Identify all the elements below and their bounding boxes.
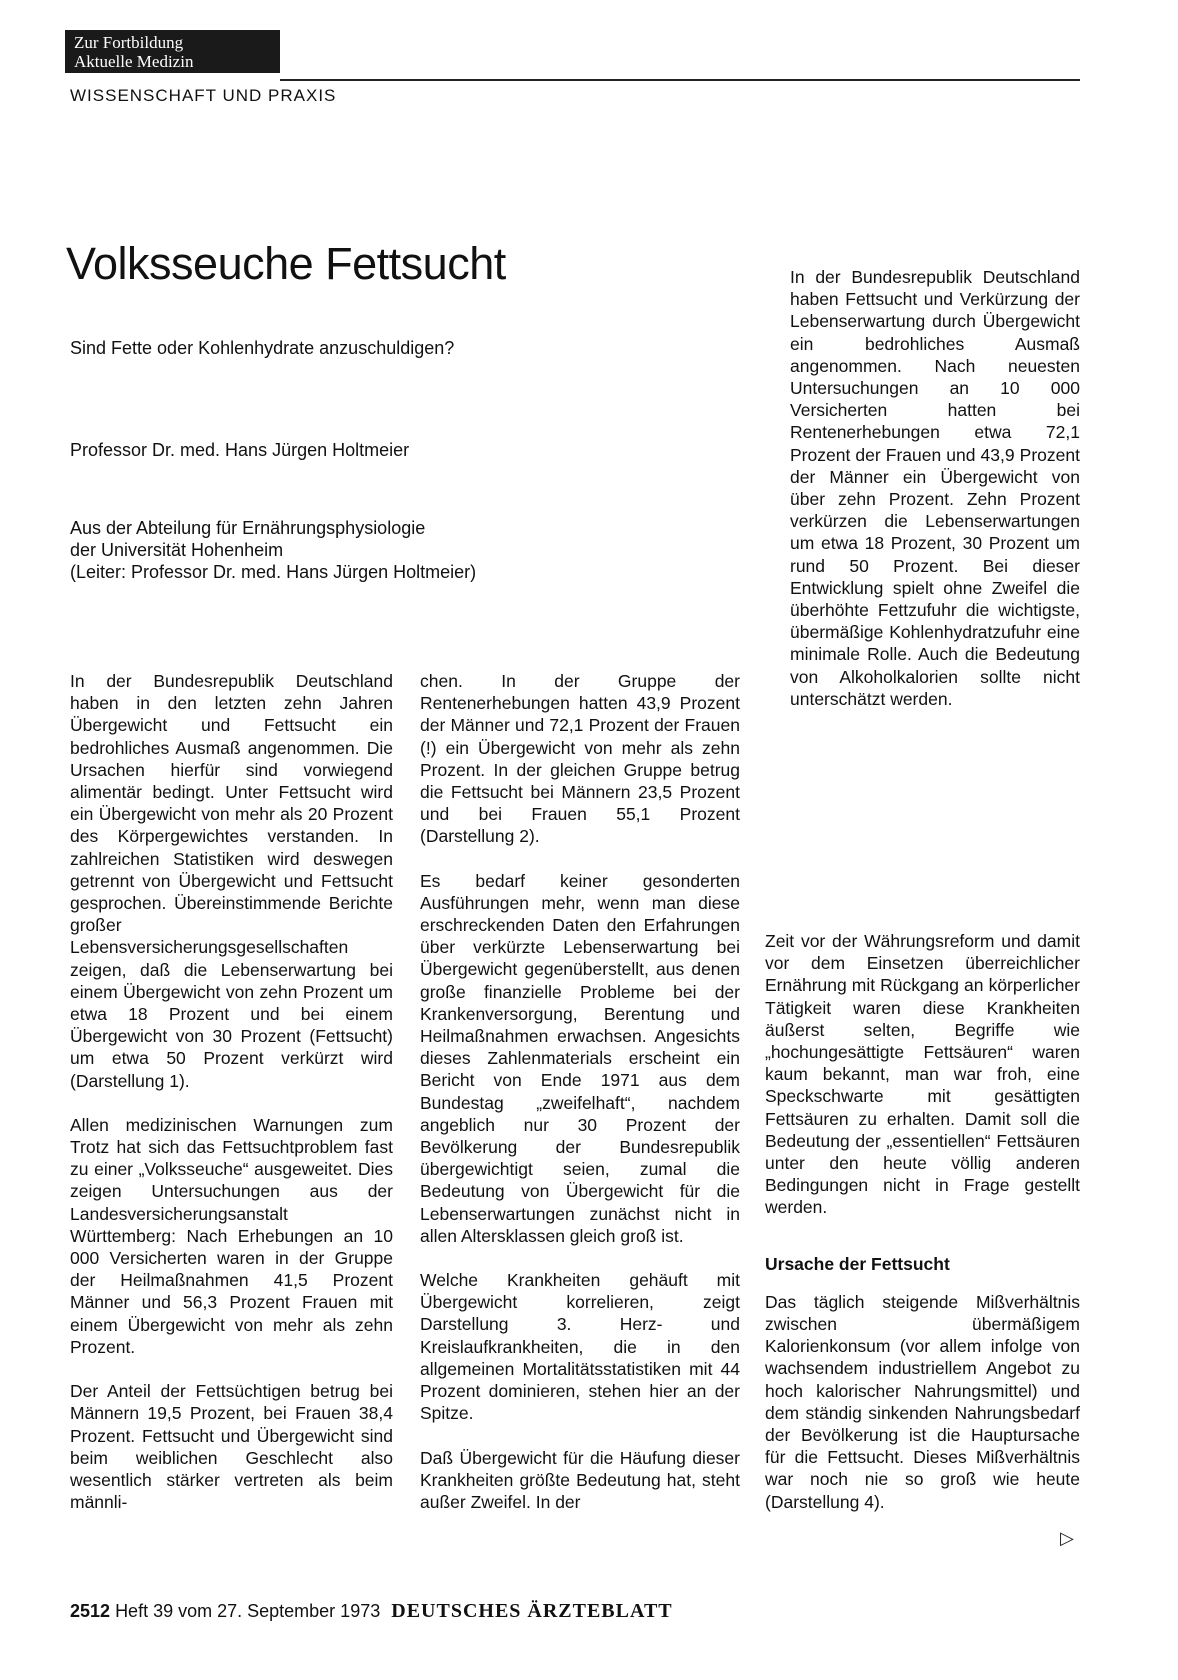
article-author: Professor Dr. med. Hans Jürgen Holtmeier — [70, 440, 410, 460]
body-paragraph: In der Bundesrepublik Deutschland haben in den letzten zehn Jahren Übergewicht und Fettsucht ein bedrohliches Ausmaß angenommen. Die Ursachen hierfür sind vorwiegend alimentär bedingt. Unter Fettsucht wird ein Übergewicht von mehr als 20 Prozent des Körpergewichtes verstanden. In zahlreichen Statistiken wird deswegen getrennt von Übergewicht und Fettsucht gesprochen. Übereinstimmende Berichte großer Lebensversicherungsgesellschaften zeigen, daß die Lebenserwartung bei einem Übergewicht von zehn Prozent um etwa 18 Prozent und bei einem Übergewicht von 30 Prozent (Fettsucht) um etwa 50 Prozent verkürzt wird (Darstellung 1). — [70, 671, 393, 1091]
article-subtitle: Sind Fette oder Kohlenhydrate anzuschuldigen? — [70, 338, 455, 358]
summary-column — [790, 266, 1080, 732]
page-footer — [70, 1600, 673, 1623]
page-number: 2512 — [70, 1601, 111, 1621]
body-column-1 — [70, 670, 393, 1535]
body-column-2 — [420, 670, 740, 1535]
journal-name: DEUTSCHES ÄRZTEBLATT — [391, 1600, 673, 1622]
body-paragraph: Welche Krankheiten gehäuft mit Übergewicht korrelieren, zeigt Darstellung 3. Herz- und Kreislaufkrankheiten, die in den allgemeinen Mortalitätsstatistiken mit 44 Prozent dominieren, stehen hier an der Spitze. — [420, 1270, 740, 1424]
body-paragraph: Es bedarf keiner gesonderten Ausführungen mehr, wenn man diese erschreckenden Daten den Erfahrungen über verkürzte Lebenserwartung bei Übergewicht gegenüberstellt, aus denen große finanzielle Probleme bei der Krankenversorgung, Berentung und Heilmaßnahmen erwachsen. Angesichts dieses Zahlenmaterials erscheint ein Bericht von Ende 1971 aus dem Bundestag „zweifelhaft“, nachdem angeblich nur 30 Prozent der Bevölkerung der Bundesrepublik übergewichtigt seien, zumal die Bedeutung von Übergewicht für die Lebenserwartungen zunächst nicht in allen Altersklassen gleich groß ist. — [420, 870, 740, 1246]
badge-line-1: Zur Fortbildung — [74, 33, 184, 52]
body-paragraph: Der Anteil der Fettsüchtigen betrug bei Männern 19,5 Prozent, bei Frauen 38,4 Prozent. Fettsucht und Übergewicht sind beim weiblichen Geschlecht also wesentlich stärker vertreten als beim männli- — [70, 1381, 393, 1513]
body-paragraph: Zeit vor der Währungsreform und damit vor dem Einsetzen überreichlicher Ernährung mit Rückgang an körperlicher Tätigkeit waren diese Krankheiten äußerst selten, Begriffe wie „hochungesättigte Fettsäuren“ waren kaum bekannt, man war froh, eine Speckschwarte mit gesättigten Fettsäuren zu erhalten. Damit soll die Bedeutung der „essentiellen“ Fettsäuren unter den heute völlig anderen Bedingungen nicht in Frage gestellt werden. — [765, 931, 1080, 1218]
summary-paragraph: In der Bundesrepublik Deutschland haben Fettsucht und Verkürzung der Lebenserwartung durch Übergewicht ein bedrohliches Ausmaß angenommen. Nach neuesten Untersuchungen an 10 000 Versicherten hatten bei Rentenerhebungen etwa 72,1 Prozent der Frauen und 43,9 Prozent der Männer ein Übergewicht von über zehn Prozent. Zehn Prozent verkürzen die Lebenserwartungen um etwa 18 Prozent, 30 Prozent um rund 50 Prozent. Bei dieser Entwicklung spielt ohne Zweifel die überhöhte Fettzufuhr die wichtigste, übermäßige Kohlenhydratzufuhr eine minimale Rolle. Auch die Bedeutung von Alkoholkalorien sollte nicht unterschätzt werden. — [790, 267, 1080, 709]
badge-line-2: Aktuelle Medizin — [74, 52, 194, 71]
section-subheading: Ursache der Fettsucht — [765, 1253, 950, 1274]
affiliation-line: Aus der Abteilung für Ernährungsphysiologie — [70, 518, 426, 538]
section-label: WISSENSCHAFT UND PRAXIS — [70, 86, 337, 105]
article-title: Volksseuche Fettsucht — [66, 238, 506, 289]
affiliation-line: (Leiter: Professor Dr. med. Hans Jürgen Holtmeier) — [70, 562, 477, 582]
section-badge — [65, 30, 280, 73]
body-paragraph: Das täglich steigende Mißverhältnis zwischen übermäßigem Kalorienkonsum (vor allem infolge von wachsendem industriellem Angebot zu hoch kalorischer Nahrungsmittel) und dem ständig sinkenden Nahrungsbedarf der Bevölkerung ist die Hauptursache für die Fettsucht. Dieses Mißverhältnis war noch nie so groß wie heute (Darstellung 4). — [765, 1291, 1080, 1512]
header-rule — [280, 79, 1080, 81]
continue-arrow-icon: ▷ — [1060, 1528, 1074, 1548]
body-paragraph: Allen medizinischen Warnungen zum Trotz hat sich das Fettsuchtproblem fast zu einer „Volksseuche“ ausgeweitet. Dies zeigen Untersuchungen aus der Landesversicherungsanstalt Württemberg: Nach Erhebungen an 10 000 Versicherten waren in der Gruppe der Heilmaßnahmen 41,5 Prozent Männer und 56,3 Prozent Frauen mit einem Übergewicht von mehr als zehn Prozent. — [70, 1114, 393, 1357]
affiliation-line: der Universität Hohenheim — [70, 540, 284, 560]
body-paragraph: chen. In der Gruppe der Rentenerhebungen hatten 43,9 Prozent der Männer und 72,1 Prozent der Frauen (!) ein Übergewicht von mehr als zehn Prozent. In der gleichen Gruppe betrug die Fettsucht bei Männern 23,5 Prozent und bei Frauen 55,1 Prozent (Darstellung 2). — [420, 671, 740, 847]
body-paragraph: Daß Übergewicht für die Häufung dieser Krankheiten größte Bedeutung hat, steht außer Zweifel. In der — [420, 1447, 740, 1512]
issue-info: Heft 39 vom 27. September 1973 — [115, 1601, 381, 1621]
article-affiliation — [70, 517, 476, 583]
body-column-3 — [765, 930, 1080, 1535]
